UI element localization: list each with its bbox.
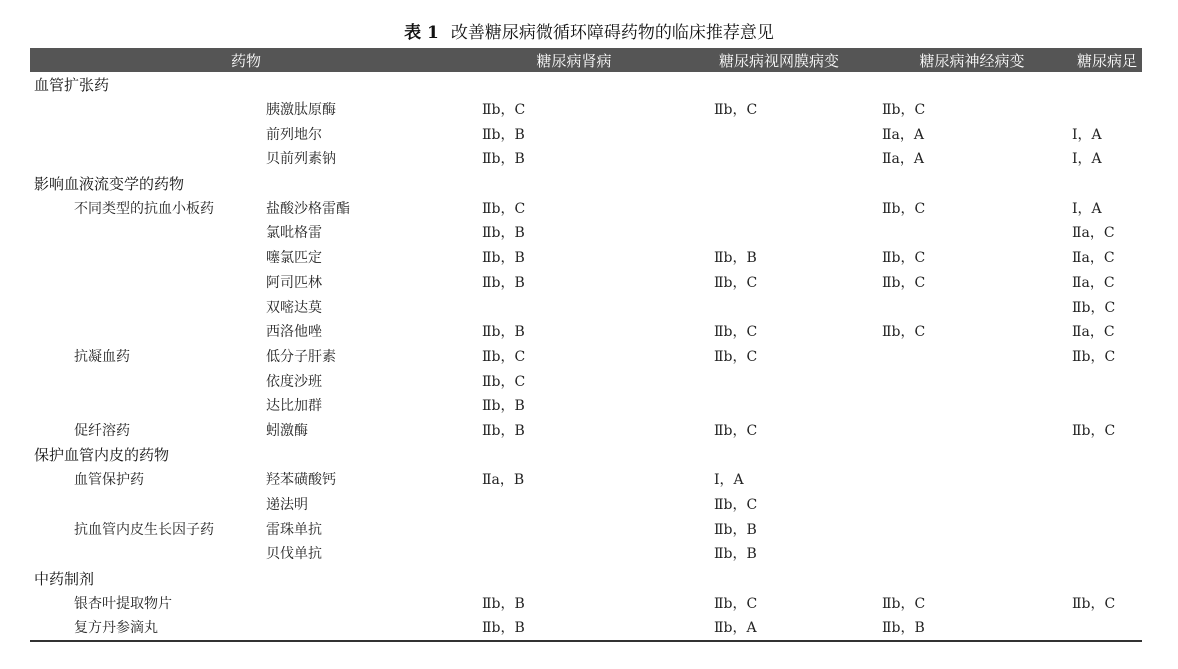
retinopathy-grade: Ⅱb，B xyxy=(714,250,757,267)
group-cell xyxy=(30,220,266,245)
drug-cell: 低分子肝素 xyxy=(266,348,336,365)
neuropathy-grade xyxy=(872,344,1072,369)
recommendation-table xyxy=(30,48,1142,642)
drug-cell xyxy=(266,590,462,615)
neuropathy-grade: Ⅱa，A xyxy=(882,151,924,168)
drug-cell: 西洛他唑 xyxy=(266,324,322,341)
foot-grade: Ⅱa，C xyxy=(1072,225,1115,242)
table-row xyxy=(30,344,1142,369)
retinopathy-grade xyxy=(686,393,872,418)
drug-cell: 前列地尔 xyxy=(266,126,322,143)
drug-cell: 阿司匹林 xyxy=(266,274,322,291)
category-label: 中药制剂 xyxy=(34,569,95,588)
group-cell xyxy=(30,319,266,344)
foot-grade xyxy=(1072,615,1142,641)
foot-grade: Ⅱb，C xyxy=(1072,422,1116,439)
nephropathy-grade: Ⅱb，B xyxy=(482,151,525,168)
drug-cell xyxy=(266,615,462,641)
retinopathy-grade: Ⅱb，B xyxy=(714,521,757,538)
foot-grade: Ⅰ，A xyxy=(1072,151,1102,168)
neuropathy-grade: Ⅱa，A xyxy=(882,126,924,143)
retinopathy-grade xyxy=(686,146,872,171)
nephropathy-grade: Ⅱb，C xyxy=(482,373,526,390)
group-cell: 不同类型的抗血小板药 xyxy=(74,200,214,217)
header-nephropathy: 糖尿病肾病 xyxy=(536,51,612,70)
foot-grade xyxy=(1072,541,1142,566)
table-row xyxy=(30,516,1142,541)
category-label: 血管扩张药 xyxy=(34,75,110,94)
retinopathy-grade: Ⅱb，C xyxy=(714,497,758,514)
retinopathy-grade xyxy=(686,368,872,393)
drug-cell: 达比加群 xyxy=(266,398,322,415)
group-cell: 抗血管内皮生长因子药 xyxy=(74,521,214,538)
group-cell xyxy=(30,245,266,270)
group-cell xyxy=(30,368,266,393)
neuropathy-grade: Ⅱb，C xyxy=(882,250,926,267)
category-row xyxy=(30,442,1142,467)
drug-cell: 噻氯匹定 xyxy=(266,250,322,267)
table-row xyxy=(30,541,1142,566)
neuropathy-grade: Ⅱb，C xyxy=(882,274,926,291)
table-title: 改善糖尿病微循环障碍药物的临床推荐意见 xyxy=(450,23,774,43)
group-cell xyxy=(30,541,266,566)
header-foot: 糖尿病足 xyxy=(1077,51,1138,70)
nephropathy-grade xyxy=(462,294,686,319)
group-cell xyxy=(30,393,266,418)
table-row xyxy=(30,245,1142,270)
category-row xyxy=(30,171,1142,196)
group-cell: 复方丹参滴丸 xyxy=(74,620,158,637)
table-number: 表 1 xyxy=(404,23,439,43)
header-row xyxy=(30,48,1142,72)
retinopathy-grade xyxy=(686,121,872,146)
retinopathy-grade: Ⅱb，C xyxy=(714,102,758,119)
table-caption xyxy=(0,18,1178,43)
drug-cell: 雷珠单抗 xyxy=(266,521,322,538)
nephropathy-grade: Ⅱb，B xyxy=(482,620,525,637)
foot-grade xyxy=(1072,97,1142,122)
retinopathy-grade xyxy=(686,220,872,245)
category-label: 保护血管内皮的药物 xyxy=(34,446,170,465)
retinopathy-grade: Ⅱb，C xyxy=(714,348,758,365)
nephropathy-grade: Ⅱb，C xyxy=(482,348,526,365)
retinopathy-grade xyxy=(686,195,872,220)
foot-grade xyxy=(1072,368,1142,393)
nephropathy-grade xyxy=(462,541,686,566)
foot-grade xyxy=(1072,516,1142,541)
neuropathy-grade xyxy=(872,418,1072,443)
drug-cell: 递法明 xyxy=(266,497,308,514)
neuropathy-grade: Ⅱb，B xyxy=(882,620,925,637)
retinopathy-grade: Ⅱb，C xyxy=(714,274,758,291)
foot-grade: Ⅱb，C xyxy=(1072,595,1116,612)
category-row xyxy=(30,72,1142,97)
group-cell xyxy=(30,270,266,295)
table-row xyxy=(30,121,1142,146)
foot-grade: Ⅱa，C xyxy=(1072,324,1115,341)
foot-grade: Ⅱb，C xyxy=(1072,299,1116,316)
retinopathy-grade: Ⅱb，B xyxy=(714,546,757,563)
nephropathy-grade: Ⅱb，B xyxy=(482,225,525,242)
neuropathy-grade: Ⅱb，C xyxy=(882,324,926,341)
table-row xyxy=(30,294,1142,319)
drug-cell: 双嘧达莫 xyxy=(266,299,322,316)
neuropathy-grade xyxy=(872,492,1072,517)
drug-cell: 盐酸沙格雷酯 xyxy=(266,200,350,217)
foot-grade: Ⅰ，A xyxy=(1072,200,1102,217)
nephropathy-grade xyxy=(462,492,686,517)
drug-cell: 胰激肽原酶 xyxy=(266,102,336,119)
retinopathy-grade: Ⅰ，A xyxy=(714,472,744,489)
nephropathy-grade: Ⅱb，C xyxy=(482,102,526,119)
table-body xyxy=(30,72,1142,641)
group-cell xyxy=(30,294,266,319)
neuropathy-grade xyxy=(872,541,1072,566)
retinopathy-grade: Ⅱb，C xyxy=(714,422,758,439)
drug-cell: 蚓激酶 xyxy=(266,422,308,439)
retinopathy-grade: Ⅱb，C xyxy=(714,324,758,341)
group-cell: 抗凝血药 xyxy=(74,348,130,365)
nephropathy-grade: Ⅱb，B xyxy=(482,126,525,143)
retinopathy-grade: Ⅱb，A xyxy=(714,620,757,637)
foot-grade: Ⅱa，C xyxy=(1072,250,1115,267)
table-row xyxy=(30,492,1142,517)
nephropathy-grade: Ⅱb，B xyxy=(482,595,525,612)
table-row xyxy=(30,195,1142,220)
neuropathy-grade xyxy=(872,294,1072,319)
nephropathy-grade xyxy=(462,516,686,541)
retinopathy-grade xyxy=(686,294,872,319)
header-drug: 药物 xyxy=(231,51,262,70)
table-row xyxy=(30,319,1142,344)
group-cell xyxy=(30,97,266,122)
table-row xyxy=(30,393,1142,418)
table-row xyxy=(30,467,1142,492)
table-row xyxy=(30,615,1142,641)
foot-grade xyxy=(1072,492,1142,517)
nephropathy-grade: Ⅱb，B xyxy=(482,250,525,267)
drug-cell: 依度沙班 xyxy=(266,373,322,390)
foot-grade: Ⅰ，A xyxy=(1072,126,1102,143)
table-row xyxy=(30,146,1142,171)
nephropathy-grade: Ⅱb，B xyxy=(482,274,525,291)
nephropathy-grade: Ⅱb，C xyxy=(482,200,526,217)
group-cell xyxy=(30,146,266,171)
table-row xyxy=(30,418,1142,443)
nephropathy-grade: Ⅱb，B xyxy=(482,324,525,341)
neuropathy-grade xyxy=(872,220,1072,245)
neuropathy-grade: Ⅱb，C xyxy=(882,595,926,612)
table-row xyxy=(30,220,1142,245)
neuropathy-grade: Ⅱb，C xyxy=(882,102,926,119)
category-label: 影响血液流变学的药物 xyxy=(34,174,185,193)
table-row xyxy=(30,97,1142,122)
neuropathy-grade xyxy=(872,393,1072,418)
foot-grade xyxy=(1072,393,1142,418)
group-cell: 银杏叶提取物片 xyxy=(74,595,172,612)
table-row xyxy=(30,590,1142,615)
foot-grade xyxy=(1072,467,1142,492)
drug-cell: 贝伐单抗 xyxy=(266,546,322,563)
nephropathy-grade: Ⅱb，B xyxy=(482,422,525,439)
neuropathy-grade: Ⅱb，C xyxy=(882,200,926,217)
group-cell xyxy=(30,121,266,146)
header-retinopathy: 糖尿病视网膜病变 xyxy=(719,51,840,70)
retinopathy-grade: Ⅱb，C xyxy=(714,595,758,612)
drug-cell: 贝前列素钠 xyxy=(266,151,336,168)
neuropathy-grade xyxy=(872,368,1072,393)
foot-grade: Ⅱa，C xyxy=(1072,274,1115,291)
header-neuropathy: 糖尿病神经病变 xyxy=(919,51,1025,70)
nephropathy-grade: Ⅱa，B xyxy=(482,472,525,489)
table-row xyxy=(30,270,1142,295)
neuropathy-grade xyxy=(872,516,1072,541)
group-cell xyxy=(30,492,266,517)
drug-cell: 羟苯磺酸钙 xyxy=(266,472,336,489)
category-row xyxy=(30,566,1142,591)
neuropathy-grade xyxy=(872,467,1072,492)
drug-cell: 氯吡格雷 xyxy=(266,225,322,242)
table-header xyxy=(30,48,1142,72)
group-cell: 血管保护药 xyxy=(74,472,144,489)
nephropathy-grade: Ⅱb，B xyxy=(482,398,525,415)
foot-grade: Ⅱb，C xyxy=(1072,348,1116,365)
group-cell: 促纤溶药 xyxy=(74,422,130,439)
table-row xyxy=(30,368,1142,393)
